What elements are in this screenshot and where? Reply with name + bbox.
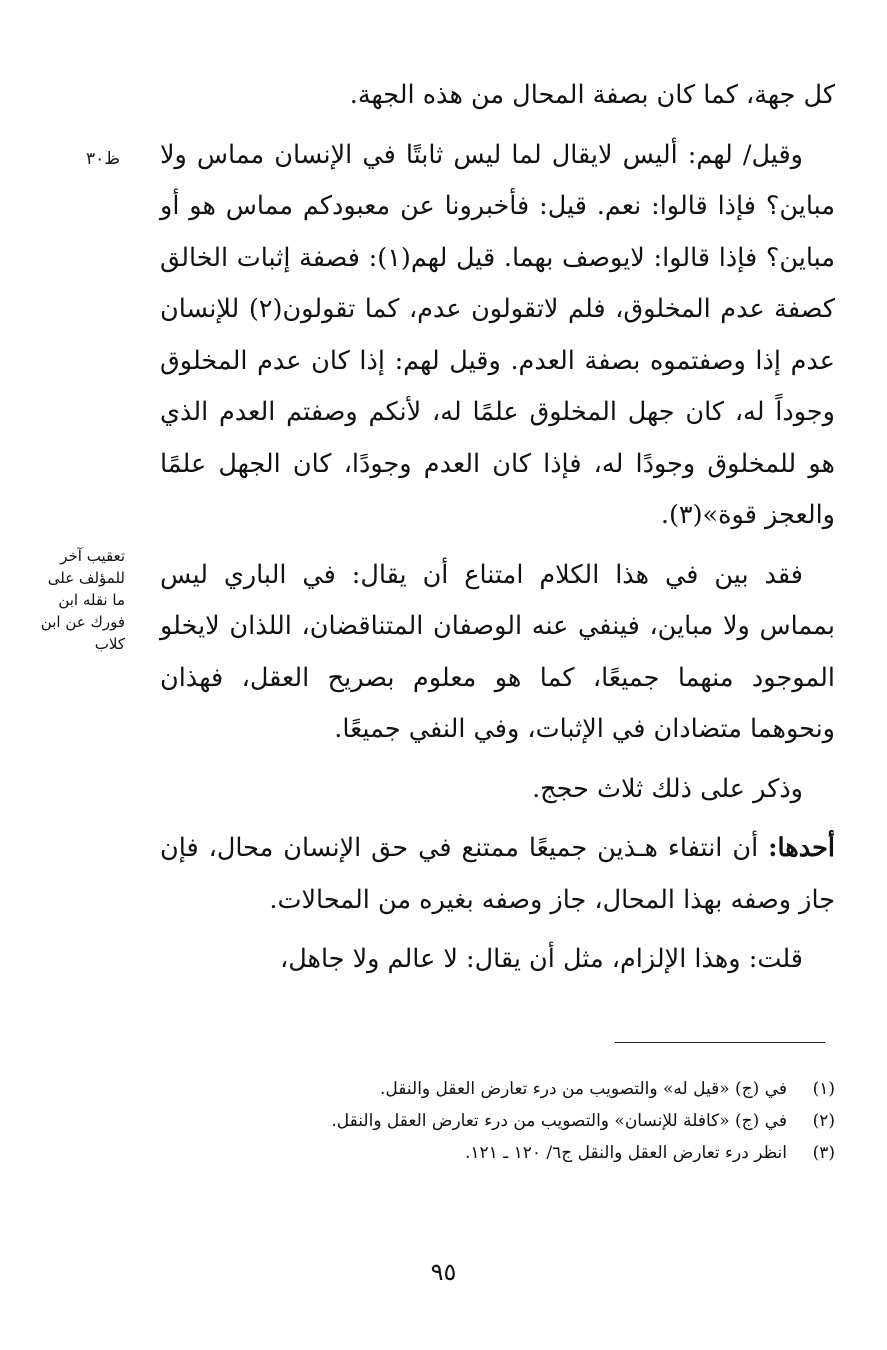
footnote-text: في (ج) «كافلة للإنسان» والتصويب من درء تعارض العقل والنقل. xyxy=(331,1111,787,1131)
footnote-number: (١) xyxy=(812,1079,835,1099)
argument-label: أحدها: xyxy=(768,833,835,863)
page-number: ٩٥ xyxy=(430,1258,457,1286)
paragraph: وذكر على ذلك ثلاث حجج. xyxy=(532,773,803,804)
footnote xyxy=(160,1137,835,1169)
main-text xyxy=(160,70,835,986)
paragraph-text: أن انتفاء هـذين جميعًا ممتنع في حق الإنسان محال، فإن جاز وصفه بهذا المحال، جاز وصفه بغيره من المحالات. xyxy=(160,833,835,915)
paragraph xyxy=(160,823,835,926)
footnote-number: (٣) xyxy=(812,1143,835,1163)
footnote-separator xyxy=(615,1042,825,1043)
margin-note xyxy=(35,545,125,655)
margin-note-line: فورك عن ابن xyxy=(40,613,125,631)
footnotes xyxy=(160,1073,835,1169)
manuscript-folio-marker: ظ٣٠ xyxy=(86,149,120,169)
footnote-text: في (ج) «قيل له» والتصويب من درء تعارض العقل والنقل. xyxy=(380,1079,787,1099)
footnote xyxy=(160,1105,835,1137)
paragraph: قلت: وهذا الإلزام، مثل أن يقال: لا عالم ولا جاهل، xyxy=(279,944,803,974)
paragraph: كل جهة، كما كان بصفة المحال من هذه الجهة. xyxy=(349,80,835,110)
footnote xyxy=(160,1073,835,1105)
margin-note-line: تعقيب آخر xyxy=(60,547,125,565)
margin-note-line: ما نقله ابن xyxy=(58,591,125,609)
footnote-text: انظر درء تعارض العقل والنقل ج٦/ ١٢٠ ـ ١٢١. xyxy=(464,1143,787,1163)
footnote-number: (٢) xyxy=(812,1111,835,1131)
margin-note-line: كلاب xyxy=(94,635,125,653)
margin-note-line: للمؤلف على xyxy=(47,569,125,587)
paragraph: فقد بين في هذا الكلام امتناع أن يقال: في الباري ليس بمماس ولا مباين، فينفي عنه الوصفان المتناقضان، اللذان لايخلو الموجود منهما جميعًا، كما هو معلوم بصريح العقل، فهذان ونحوهما متضادان في الإثبات، وفي النفي جميعًا. xyxy=(160,559,835,744)
paragraph: وقيل/ لهم: أليس لايقال لما ليس ثابتًا في الإنسان مماس ولا مباين؟ فإذا قالوا: نعم. قيل: فأخبرونا عن معبودكم مماس هو أو مباين؟ فإذا قالوا: لايوصف بهما. قيل لهم(١): فصفة إثبات الخالق كصفة عدم المخلوق، فلم لاتقولون عدم، كما تقولون(٢) للإنسان عدم إذا وصفتموه بصفة العدم. وقيل لهم: إذا كان عدم المخلوق وجوداً له، كان جهل المخلوق علمًا له، لأنكم وصفتم العدم الذي هو للمخلوق وجودًا له، فإذا كان العدم وجودًا، كان الجهل علمًا والعجز قوة»(٣). xyxy=(160,139,835,530)
